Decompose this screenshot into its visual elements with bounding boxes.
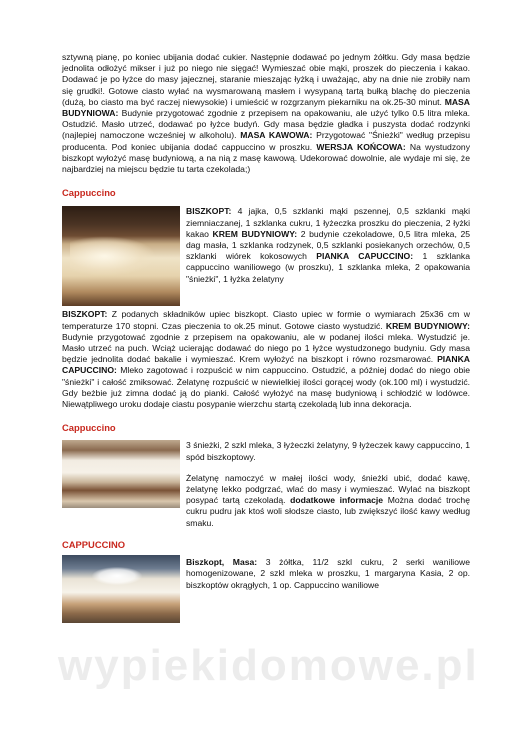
pianka-heading: PIANKA CAPUCCINO: [316,251,414,262]
recipe-1-title: Cappuccino [62,187,116,199]
recipe-2-body [62,440,470,528]
recipe-1-ingredients [186,206,470,284]
intro-text-1: sztywną pianę, po koniec ubijania dodać cukier. Następnie dodawać po jednym żółtku. Gdy masa będzie jednolita odłożyć mikser i już po niego nie sięgać! Wymieszać obie mąki, proszek do pieczenia i kakao. Dodawać je po łyżce do masy jajecznej, staranie mieszając łyżką i uważając, aby na dnie nie zrobiły nam się grudki!. Gotowe ciasto wyłać na wysmarowaną masłem i wysypaną tartą bułką blachę do pieczenia (dużą, bo ciasto ma być raczej niewysokie) i umieścić w rozgrzanym piekarniku na ok.25-30 minut. [62,52,470,107]
krem-ingredients: 2 budynie czekoladowe, 0,5 litra mleka, 25 dag masła, 1 szklanka rodzynek, 0,5 szklanki posiekanych orzechów, 0,5 szklanki wiórek kokosowych [186,228,470,262]
recipe-3-title: CAPPUCCINO [62,538,126,550]
pianka-ingredients: 1 szklanka cappuccino waniliowego (w proszku), 1 szklanka mleka, 2 opakowania "śnieżki", 1 łyżka żelatyny [186,251,471,284]
biszkopt-step-heading: BISZKOPT: [62,309,108,320]
recipe-3-body [62,555,470,623]
masa-budyniowa-heading: MASA BUDYNIOWA: [62,96,470,119]
krem-step-text: Budynie przygotować zgodnie z przepisem na opakowaniu, ale w podanej ilości mleka. Wystudzić je. Masło utrzeć na puch. Wciąż ucierając dodawać do niego po 1 łyżce wystudzonego budyniu. Gdy masa będzie jednolita dodać bakalie i wymieszać. Krem wyłożyć na biszkopt i równo rozsmarować. [62,331,470,365]
recipe-2-note: Można dodać trochę cukru pudru jak ktoś woli słodsze ciasto, lub zwiększyć ilość kawy według smaku. [186,495,470,528]
krem-step-heading: KREM BUDYNIOWY: [385,320,470,331]
pianka-step-heading: PIANKA CAPUCCINO: [62,354,471,376]
recipe-2-ingredients: 3 śnieżki, 2 szkl mleka, 3 łyżeczki żelatyny, 9 łyżeczek kawy cappuccino, 1 spód biszkoptowy. [186,440,470,462]
biszkopt-step-text: Z podanych składników upiec biszkopt. Ciasto upiec w formie o wymiarach 25x36 cm w temperaturze 170 stopni. Czas pieczenia to ok.25 minut. Gotowe ciasto wystudzić. [62,309,471,331]
recipe-2-steps: Żelatynę namoczyć w małej ilości wody, śnieżki ubić, dodać kawę, żelatynę lekko podgrzać, wlać do masy i wymieszać. Wylać na biszkopt posypać tartą czekoladą. [186,472,470,506]
biszkopt-ingredients: 4 jajka, 0,5 szklanki mąki pszennej, 0,5 szklanki mąki ziemniaczanej, 1 szklanka cukru, 1 łyżeczka proszku do pieczenia, 2 łyżki kakao [186,206,471,239]
document-page [62,52,470,623]
wersja-koncowa-heading: WERSJA KOŃCOWA: [316,141,406,152]
biszkopt-masa-heading: Biszkopt, Masa: [186,557,258,568]
recipe-2-instructions [186,473,470,529]
intro-text-2: Budynie przygotować zgodnie z przepisem na opakowaniu, ale użyć tylko 0.5 litra mleka. Ostudzić. Masło utrzeć, dodawać po łyżce budyń. Gdy masa będzie gładka i puszysta dodać rodzynki (najlepiej namoczone wcześniej w alkoholu). [62,108,470,141]
intro-text-3: Przygotować "Śnieżki" według przepisu producenta. Pod koniec ubijania dodać cappuccino w proszku. [62,130,470,152]
krem-budyniowy-heading: KREM BUDYNIOWY: [212,228,298,239]
intro-paragraph [62,52,470,175]
intro-text-4: Na wystudzony biszkopt wyłożyć masę budyniową, a na nią z masę kawową. Udekorować dowolnie, ale wydaje mi się, że najbardziej na miejscu będzie tu tarta czekolada;) [62,141,470,175]
recipe-2-title: Cappuccino [62,422,116,434]
dodatkowe-informacje-heading: dodatkowe informacje [290,495,384,506]
recipe-3-photo [62,555,180,623]
recipe-3-ingredients [186,557,470,591]
site-watermark: wypiekidomowe.pl [58,641,479,690]
recipe-3-ingredient-list: 3 żółtka, 11/2 szkl cukru, 2 serki waniliowe homogenizowane, 2 szkl mleka w proszku, 1 margaryna Kasia, 2 op. biszkoptów okrągłych, 1 op. Cappuccino waniliowe [186,557,470,590]
masa-kawowa-heading: MASA KAWOWA: [240,130,313,141]
recipe-1-header [62,206,470,306]
recipe-1-instructions [62,309,470,410]
recipe-2-text [186,440,470,528]
pianka-step-text: Mleko zagotować i rozpuścić w nim cappuccino. Ostudzić, a później dodać do niego obie "śnieżki" i całość zmiksować. Żelatynę rozpuścić w niewielkiej ilości gorącej wody (ok.100 ml) i wystudzić. Gdy beżbie już zimna dodać ją do pianki. Całość wyłożyć na masę budyniową i schłodzić w lodówce. Niewątpliwego uroku dodaje ciastu posypanie wierzchu startą czekoladą lub inna dekoracja. [62,365,470,410]
recipe-1-photo [62,206,180,306]
biszkopt-heading: BISZKOPT: [186,206,232,217]
recipe-2-photo [62,440,180,508]
